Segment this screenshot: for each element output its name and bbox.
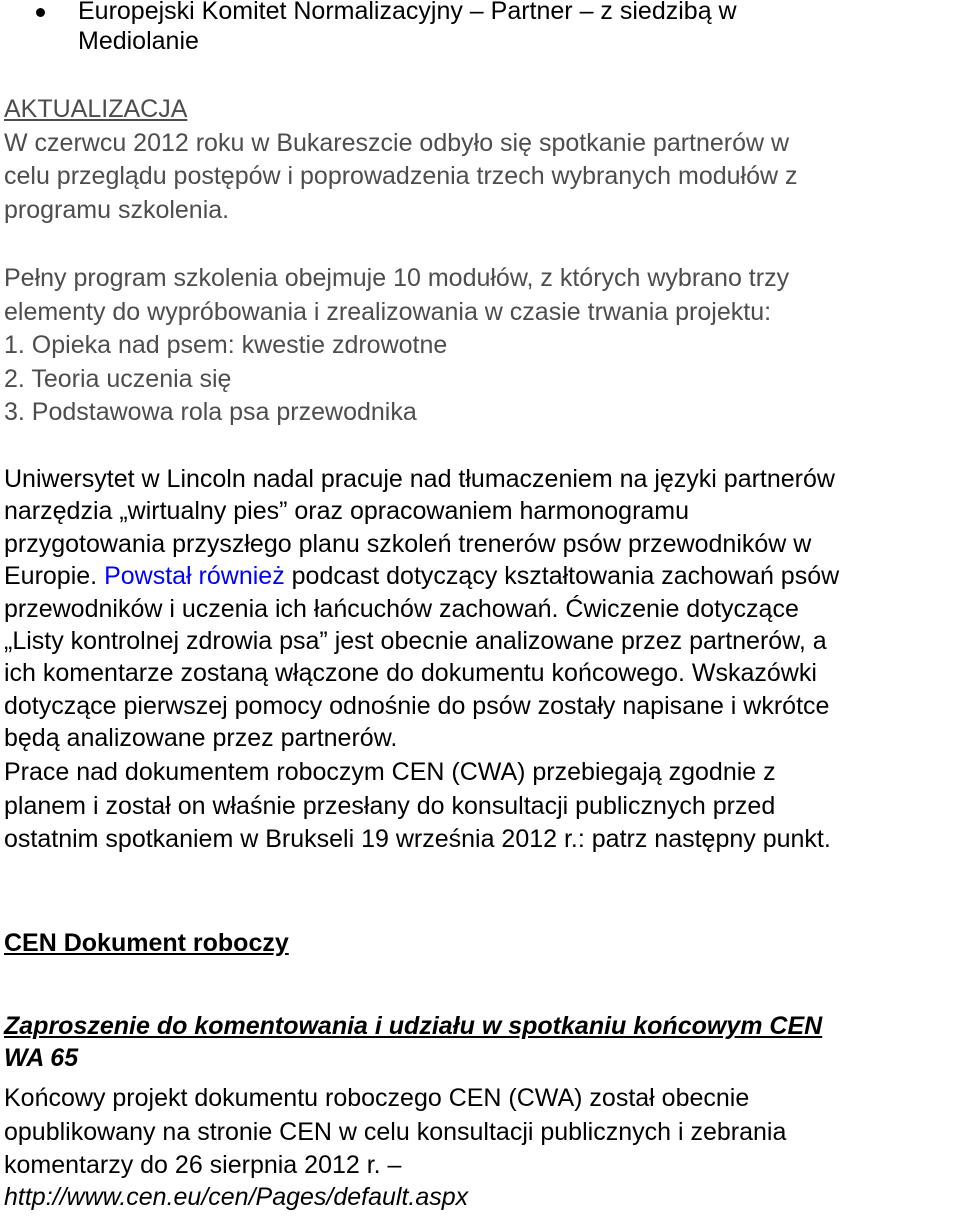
- invite-heading-line-2: WA 65: [4, 1044, 79, 1072]
- lincoln-line-9: będą analizowane przez partnerów.: [4, 724, 398, 753]
- program-module-1: 1. Opieka nad psem: kwestie zdrowotne: [4, 331, 448, 359]
- lincoln-line-4-suffix: podcast dotyczący kształtowania zachowań psów: [284, 562, 840, 591]
- bullet-line-1: Europejski Komitet Normalizacyjny ‒ Partner ‒ z siedzibą w: [78, 0, 737, 25]
- program-module-3: 3. Podstawowa rola psa przewodnika: [4, 398, 417, 426]
- bullet-dot-icon: [36, 8, 45, 17]
- update-line-1: W czerwcu 2012 roku w Bukareszcie odbyło się spotkanie partnerów w: [4, 128, 790, 157]
- invite-heading-line-1: Zaproszenie do komentowania i udziału w spotkaniu końcowym CEN: [4, 1012, 823, 1040]
- lincoln-line-4: [4, 560, 839, 592]
- program-section: [4, 262, 789, 430]
- cen-body-line-1: Końcowy projekt dokumentu roboczego CEN (CWA) został obecnie: [4, 1084, 750, 1112]
- lincoln-line-4-prefix: Europie.: [4, 562, 105, 591]
- cen-body-line-3: komentarzy do 26 sierpnia 2012 r. ‒: [4, 1151, 402, 1179]
- lincoln-line-2: narzędzia „wirtualny pies” oraz opracowaniem harmonogramu: [4, 497, 690, 526]
- lincoln-line-7: ich komentarze zostaną włączone do dokumentu końcowego. Wskazówki: [4, 659, 817, 688]
- lincoln-line-1: Uniwersytet w Lincoln nadal pracuje nad tłumaczeniem na języki partnerów: [4, 465, 835, 493]
- cwa-progress-section: [4, 756, 831, 857]
- program-module-2: 2. Teoria uczenia się: [4, 364, 232, 393]
- lincoln-line-3: przygotowania przyszłego planu szkoleń trenerów psów przewodników w: [4, 529, 812, 558]
- lincoln-section: [4, 463, 839, 755]
- update-line-2: celu przeglądu postępów i poprowadzenia trzech wybranych modułów z: [4, 162, 798, 190]
- bullet-line-2: Mediolanie: [78, 27, 199, 55]
- cwa-line-2: planem i został on właśnie przesłany do konsultacji publicznych przed: [4, 791, 776, 820]
- program-line-2: elementy do wypróbowania i zrealizowania w czasie trwania projektu:: [4, 297, 772, 326]
- cwa-line-1: Prace nad dokumentem roboczym CEN (CWA) przebiegają zgodnie z: [4, 758, 776, 786]
- update-heading: AKTUALIZACJA: [4, 95, 188, 123]
- cen-url-link[interactable]: http://www.cen.eu/cen/Pages/default.aspx: [4, 1183, 469, 1211]
- cwa-line-3: ostatnim spotkaniem w Brukseli 19 września 2012 r.: patrz następny punkt.: [4, 825, 831, 853]
- cen-heading: CEN Dokument roboczy: [4, 929, 289, 957]
- powstal-link[interactable]: Powstał również: [104, 562, 285, 591]
- program-line-1: Pełny program szkolenia obejmuje 10 modułów, z których wybrano trzy: [4, 264, 790, 292]
- lincoln-line-8: dotyczące pierwszej pomocy odnośnie do psów zostały napisane i wkrótce: [4, 691, 830, 720]
- invite-heading: [4, 1010, 822, 1074]
- cen-body-line-2: opublikowany na stronie CEN w celu konsultacji publicznych i zebrania: [4, 1117, 787, 1146]
- lincoln-line-6: „Listy kontrolnej zdrowia psa” jest obecnie analizowane przez partnerów, a: [4, 627, 827, 656]
- cen-body: [4, 1082, 786, 1183]
- update-section: [4, 93, 798, 227]
- partner-bullet-item: [78, 0, 737, 56]
- lincoln-line-5: przewodników i uczenia ich łańcuchów zachowań. Ćwiczenie dotyczące: [4, 594, 799, 623]
- update-line-3: programu szkolenia.: [4, 195, 230, 224]
